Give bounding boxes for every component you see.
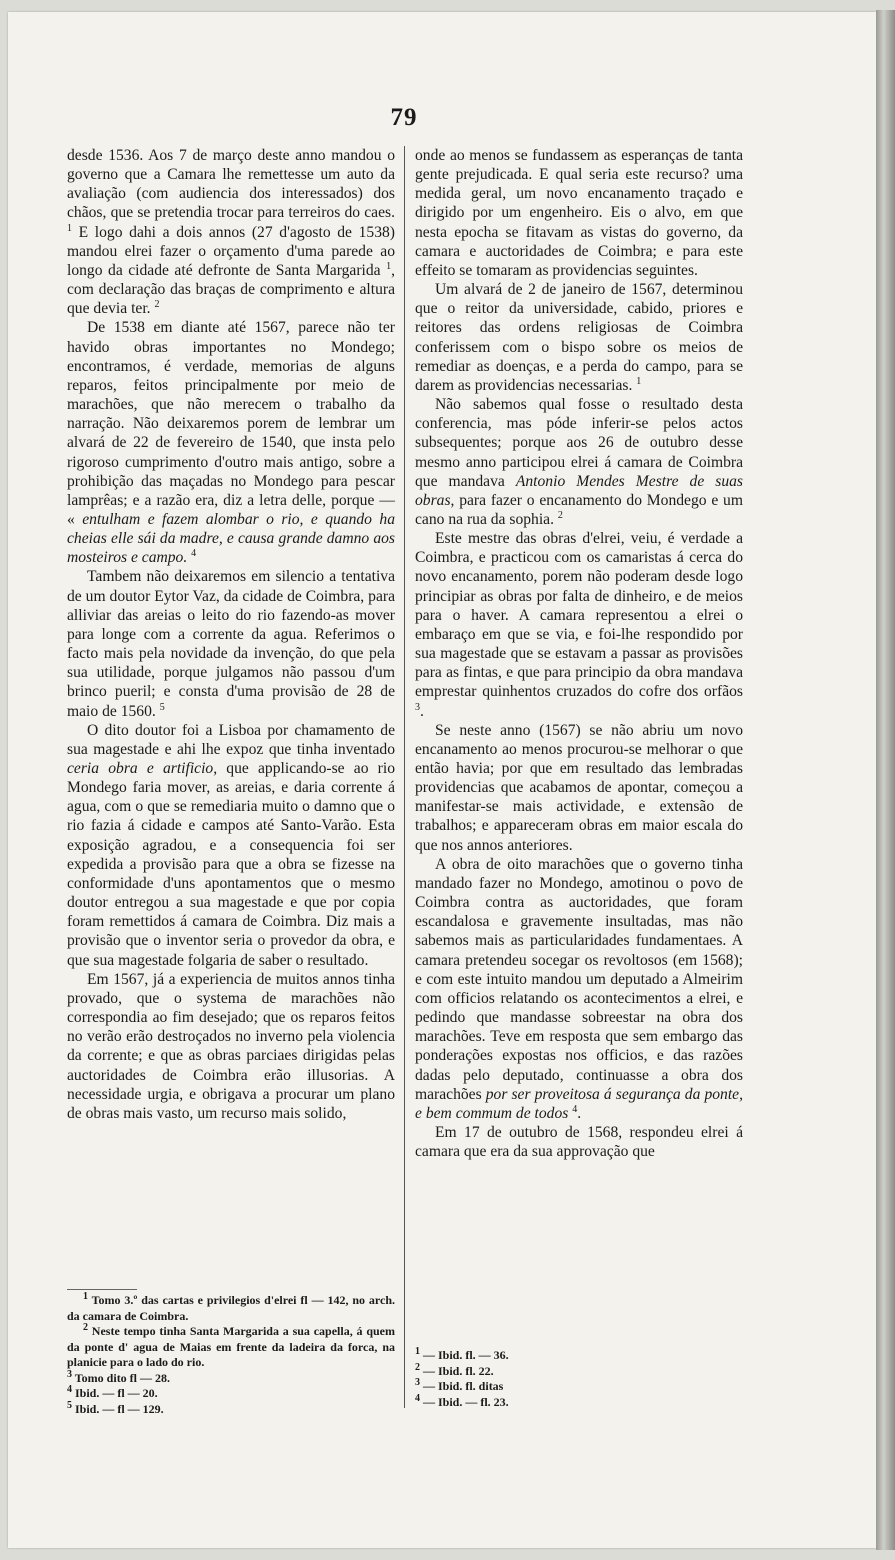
column-divider <box>404 146 405 1408</box>
footnote: $^2$ Neste tempo tinha Santa Margarida a sua capella, á quem da ponte d' agua de Maias em frente da ladeira da forca, na planicie para o lado do rio. <box>67 1322 395 1369</box>
footnote: $^1$ — Ibid. fl. — 36. <box>415 1346 509 1362</box>
paragraph: Em 17 de outubro de 1568, respondeu elrei á camara que era da sua approvação que <box>415 1123 743 1161</box>
paragraph: Este mestre das obras d'elrei, veiu, é verdade a Coimbra, e practicou com os camaristas á cerca do novo encanamento, porem não poderam desde logo principiar as obras por falta de dinheiro, e de meios para o haver. A camara representou a elrei o embaraço em que se via, e foi-lhe respondido por sua magestade que se estavam a passar as provisões para as fintas, e que para principio da obra mandava emprestar quinhentos cruzados do cofre dos orfãos $^3$. <box>415 530 743 720</box>
page-edge <box>876 10 895 1550</box>
paragraph: onde ao menos se fundassem as esperanças de tanta gente prejudicada. E qual seria este recurso? uma medida geral, um novo encanamento traçado e dirigido por um engenheiro. Eis o alvo, em que nesta epocha se fitavam as vistas do governo, da camara e auctoridades de Coimbra; e para este effeito se tomaram as providencias seguintes. <box>415 147 743 279</box>
paragraph: Não sabemos qual fosse o resultado desta conferencia, mas póde inferir-se pelos actos subsequentes; porque aos 26 de outubro desse mesmo anno participou elrei á camara de Coimbra que mandava Antonio Mendes Mestre de suas obras, para fazer o encanamento do Mondego e um cano na rua da sophia. $^2$ <box>415 396 743 528</box>
footnote: $^1$ Tomo 3.º das cartas e privilegios d'elrei fl — 142, no arch. da camara de Coimbra. <box>67 1291 395 1323</box>
footnote: $^3$ Tomo dito fl — 28. <box>67 1368 171 1385</box>
right-footnotes <box>415 1348 615 1410</box>
paragraph: A obra de oito marachões que o governo tinha mandado fazer no Mondego, amotinou o povo de Coimbra contra as auctoridades, que foram escandalosa e gravemente insultadas, mas não sabemos mais as particularidades fundamentaes. A camara pretendeu socegar os revoltosos (em 1568); e com este intuito mandou um deputado a Almeirim com officios relatando os acontecimentos a elrei, e pedindo que mandasse sobreestar na obra dos marachões. Teve em resposta que sem embargo das ponderações expostas nos officios, e das razões dadas pelo deputado, continuasse a obra dos marachões por ser proveitosa á segurança da ponte, e bem commum de todos $^4$. <box>415 855 743 1122</box>
footnote-rule-left <box>67 1289 137 1290</box>
paragraph: Se neste anno (1567) se não abriu um novo encanamento ao menos procurou-se melhorar o que então havia; por que em resultado das lembradas providencias que acabamos de apontar, começou a manifestar-se mais actividade, e extensão de trabalhos; e appareceram obras em maior escala do que nos annos anteriores. <box>415 721 743 854</box>
footnote: $^5$ Ibid. — fl — 129. <box>67 1399 164 1416</box>
paragraph: Um alvará de 2 de janeiro de 1567, determinou que o reitor da universidade, cabido, priores e reitores das ordens religiosas de Coimbra conferissem com o bispo sobre os meios de remediar as doenças, e a perda do campo, para se darem as providencias necessarias. $^1$ <box>415 281 743 394</box>
paragraph: Em 1567, já a experiencia de muitos annos tinha provado, que o systema de marachões não correspondia ao fim desejado; que os reparos feitos no verão erão destroçados no inverno pela violencia da corrente; e que as obras parciaes dirigidas pelas auctoridades de Coimbra erão illusorias. A necessidade urgia, e obrigava a procurar um plano de obras mais vasto, um recurso mais solido, <box>67 970 395 1122</box>
paragraph: De 1538 em diante até 1567, parece não ter havido obras importantes no Mondego; encontramos, é verdade, memorias de alguns reparos, feitos principalmente por meio de marachões, que não merecem o trabalho da narração. Não deixaremos porem de lembrar um alvará de 22 de fevereiro de 1540, que insta pelo rigoroso cumprimento d'outro mais antigo, sobre a prohibição das maçadas no Mondego para pescar lamprêas; e a razão era, diz a letra delle, porque — « entulham e fazem alombar o rio, e quando ha cheias elle sái da madre, e causa grande damno aos mosteiros e campo. $^4$ <box>67 319 395 567</box>
footnote: $^4$ Ibid. — fl — 20. <box>67 1384 158 1400</box>
paragraph: O dito doutor foi a Lisboa por chamamento de sua magestade e ahi lhe expoz que tinha inventado ceria obra e artificio, que applicando-se ao rio Mondego faria mover, as areias, e daria corrente á agua, com o que se remediaria muito o damno que o rio fazia á cidade e campos até Santo-Varão. Esta exposição agradou, e a consequencia foi ser expedida a provisão para que a obra se fizesse na conformidade d'uns apontamentos que o mesmo doutor entregou a sua magestade e que por copia foram remettidos á camara de Coimbra. Diz mais a provisão que o inventor seria o provedor da obra, e que sua magestade folgaria de saber o resultado. <box>67 721 395 969</box>
footnote: $^4$ — Ibid. — fl. 23. <box>415 1392 509 1409</box>
footnote: $^2$ — Ibid. fl. 22. <box>415 1361 494 1378</box>
footnote: $^3$ — Ibid. fl. ditas <box>415 1377 504 1393</box>
paragraph: Tambem não deixaremos em silencio a tentativa de um doutor Eytor Vaz, da cidade de Coimbra, para alliviar das areias o leito do rio fazendo-as mover para longe com a corrente da agua. Referimos o facto mais pela novidade da invenção, do que pela sua utilidade, porque julgamos não passou d'um brinco pueril; e consta d'uma provisão de 28 de maio de 1560. $^5$ <box>67 568 395 720</box>
left-footnotes <box>67 1293 395 1417</box>
page-number: 79 <box>390 104 418 131</box>
left-column <box>67 146 395 1123</box>
right-column <box>415 146 743 1161</box>
paragraph: desde 1536. Aos 7 de março deste anno mandou o governo que a Camara lhe remettesse um auto da avaliação (com audiencia dos interessados) dos chãos, que se pretendia trocar para terreiros do caes. $^1$ E logo dahi a dois annos (27 d'agosto de 1538) mandou elrei fazer o orçamento d'uma parede ao longo da cidade até defronte de Santa Margarida $^1$, com declaração das braças de comprimento e altura que devia ter. $^2$ <box>67 147 395 318</box>
